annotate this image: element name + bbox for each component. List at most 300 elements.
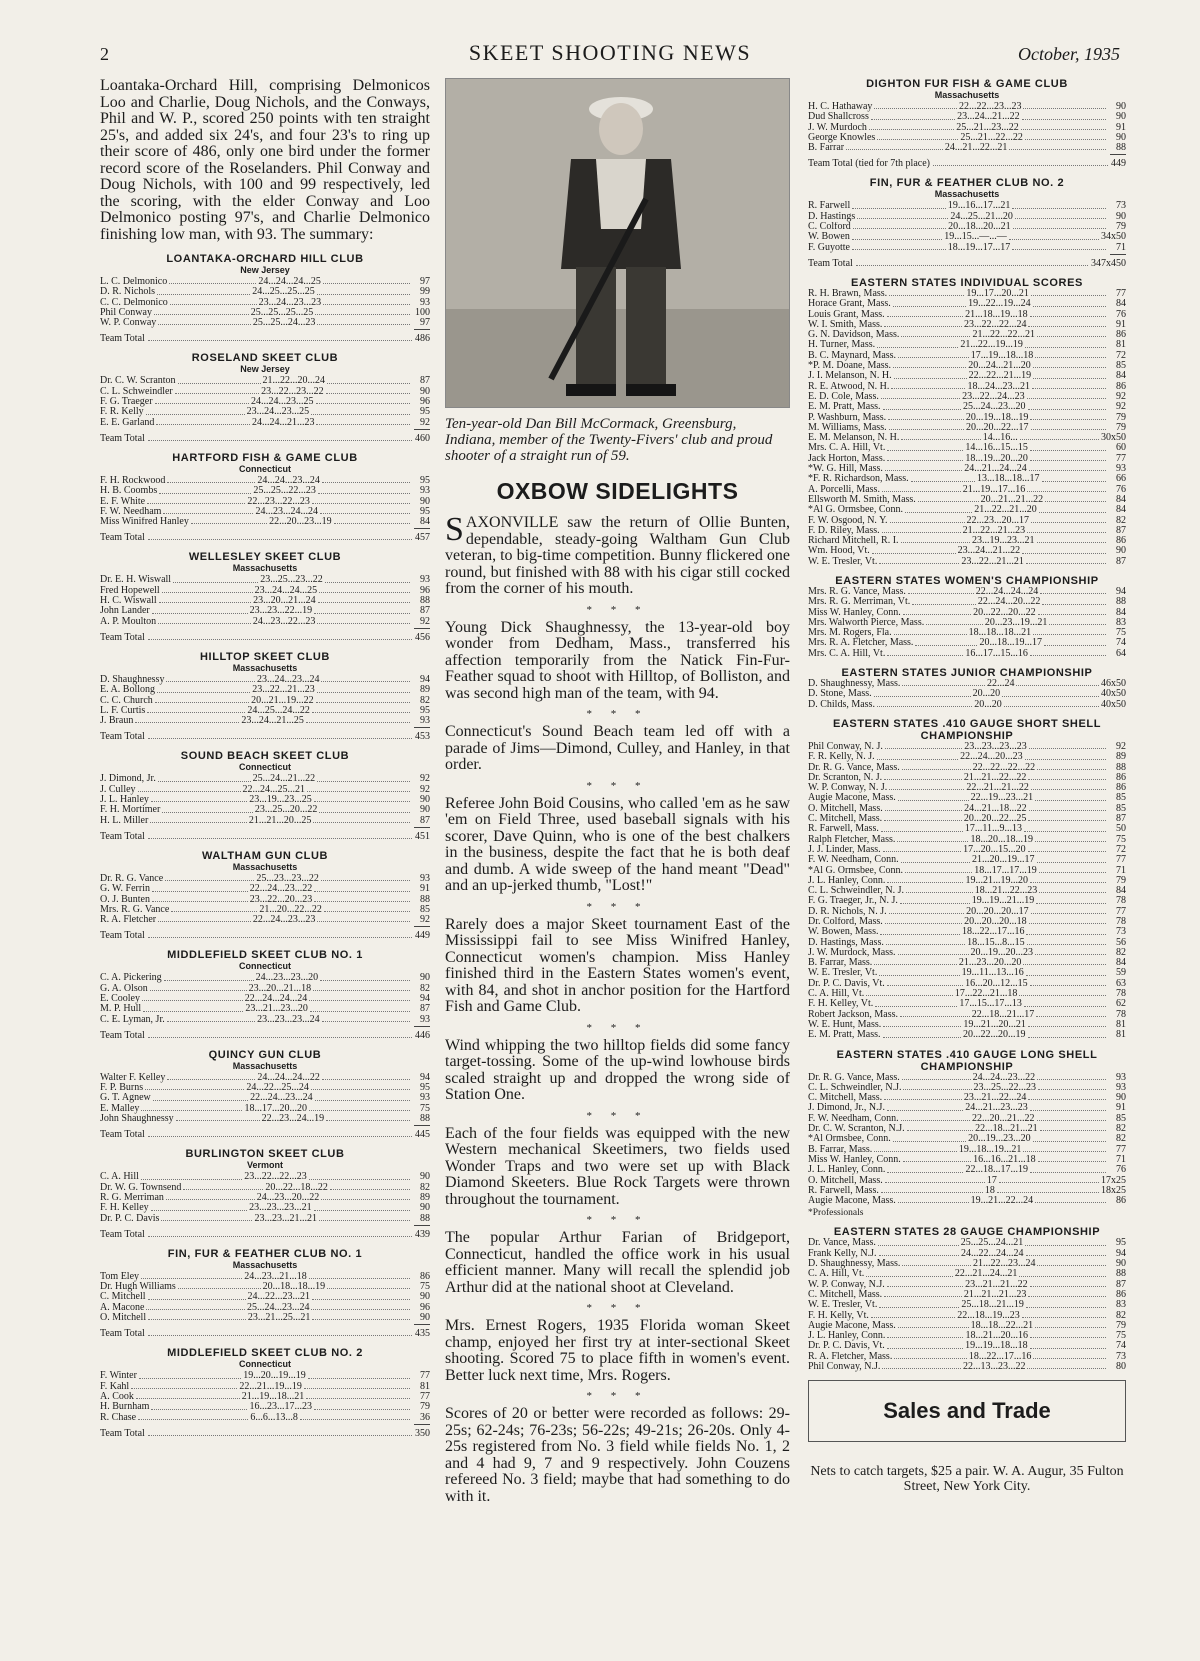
leader-dots [882,485,961,492]
club-name: EASTERN STATES JUNIOR CHAMPIONSHIP [841,667,1093,680]
team-total-label: Team Total [100,631,145,643]
shooter-name: Mrs. R. A. Fletcher, Mass. [808,638,914,649]
shooter-row [100,596,430,606]
shooter-row [808,742,1126,752]
club-name: EASTERN STATES .410 GAUGE LONG SHELL CHAMPIONSHIP [836,1048,1098,1073]
masthead: SKEET SHOOTING NEWS [468,40,752,65]
score-table [100,750,430,841]
shooter-name: H. Burnham [100,1402,150,1413]
team-total-row [100,433,430,444]
shooter-total: 77 [420,1391,430,1402]
round-scores: 23...23...23...24 [257,1014,320,1025]
shooter-total: 75 [1116,834,1126,845]
leader-dots [912,597,976,604]
round-scores: 16...23...17...23 [249,1402,312,1413]
shooter-total: 71 [1116,865,1126,876]
round-scores: 20...18...19...17 [979,638,1042,649]
leader-dots [884,320,962,327]
leader-dots [178,376,261,383]
shooter-row [808,1020,1126,1030]
shooter-total: 81 [1116,340,1126,351]
shooter-name: C. L. Schweindler [100,386,173,397]
round-scores: 22...23...20...17 [966,515,1029,526]
shooter-total: 85 [1116,803,1126,814]
shooter-name: *Al G. Ormsbee, Conn. [808,505,903,516]
shooter-total: 84 [1116,299,1126,310]
club-name: FIN, FUR & FEATHER CLUB NO. 2 [869,177,1065,190]
leader-dots [871,1311,955,1318]
round-scores: 23...22...22...24 [963,319,1027,330]
leader-dots [148,731,412,739]
leader-dots [1038,1155,1106,1162]
leader-dots [881,824,963,831]
leader-dots [885,917,962,924]
round-scores: 18...24...23...21 [967,381,1030,392]
shooter-name: Miss Winifred Hanley [100,517,189,528]
shooter-row [100,606,430,616]
shooter-name: H. L. Miller [100,815,149,826]
shooter-row [808,361,1126,371]
round-scores: 19...15...—...— [944,232,1007,243]
round-scores: 23...21...22...24 [963,1093,1027,1104]
leader-dots [322,1073,410,1080]
leader-dots [999,1176,1099,1183]
shooter-name: W. E. Tresler, Vt. [808,556,878,567]
section-separator: * * * [586,1214,649,1226]
leader-dots [317,287,410,294]
total-rule [1110,154,1126,155]
leader-dots [1037,855,1106,862]
round-scores: 24...24...24...25 [258,277,321,287]
leader-dots [889,423,964,430]
shooter-name: Walter F. Kelley [100,1072,166,1083]
leader-dots [147,706,245,713]
shooter-row [808,700,1126,710]
leader-dots [1016,679,1099,686]
shooter-total: 82 [420,1182,430,1193]
leader-dots [315,308,410,315]
shooter-row [808,1196,1126,1206]
shooter-total: 90 [420,1292,430,1303]
club-name: QUINCY GUN CLUB [208,1048,322,1061]
team-total-value: 439 [415,1228,430,1240]
leader-dots [1009,143,1106,150]
leader-dots [852,243,946,250]
shooter-row [808,123,1126,133]
leader-dots [138,785,241,792]
leader-dots [887,1280,963,1287]
shooter-total: 89 [420,1192,430,1203]
leader-dots [312,497,410,504]
club-state: Connecticut [238,1359,291,1370]
leader-dots [901,536,970,543]
leader-dots [1033,628,1106,635]
leader-dots [1031,907,1106,914]
leader-dots [887,649,963,656]
leader-dots [1036,1010,1106,1017]
round-scores: 19...17...20...21 [966,288,1029,299]
shooter-total: 87 [1116,525,1126,536]
leader-dots [1037,330,1106,337]
section-separator: * * * [586,1109,649,1122]
shooter-row [100,1093,430,1103]
leader-dots [308,1371,410,1378]
leader-dots [1030,649,1106,656]
round-scores: 20...19...18...19 [965,412,1029,423]
round-scores: 24...23...24...24 [255,506,318,517]
shooter-row [808,1093,1126,1103]
round-scores: 21...22...19...19 [960,340,1023,351]
club-name: SOUND BEACH SKEET CLUB [180,750,350,763]
leader-dots [155,696,249,703]
shooter-name: F. W. Osgood, N. Y. [808,515,888,526]
shooter-total: 46x50 [1101,679,1126,690]
round-scores: 20...22...20...19 [963,1030,1026,1041]
leader-dots [1028,1030,1107,1037]
shooter-total: 82 [420,983,430,994]
leader-dots [319,1214,410,1221]
shooter-row [100,1203,430,1213]
shooter-name: Mrs. C. A. Hill, Vt. [808,648,886,659]
team-total-row [100,1129,430,1140]
leader-dots [874,958,957,965]
round-scores: 23...21...25...21 [247,1313,311,1324]
round-scores: 18...21...20...16 [965,1331,1028,1342]
leader-dots [874,1145,957,1152]
shooter-name: W. E. Tresler, Vt. [808,968,878,979]
leader-dots [148,1428,412,1436]
leader-dots [317,318,410,325]
leader-dots [1029,804,1106,811]
round-scores: 23...20...21...24 [253,596,316,607]
shooter-total: 89 [1116,752,1126,763]
shooter-name: O. Mitchell, Mass. [808,1175,883,1186]
shooter-total: 90 [1116,211,1126,222]
shooter-row [100,685,430,695]
shooter-row [808,243,1126,253]
shooter-name: F. Kahl [100,1381,130,1392]
leader-dots [857,212,948,219]
leader-dots [885,464,962,471]
shooter-total: 78 [1116,989,1126,1000]
shooter-row [808,638,1126,648]
shooter-name: R. A. Fletcher [100,915,157,926]
leader-dots [879,1249,960,1256]
boy-with-shotgun-photo [445,78,790,408]
shooter-total: 87 [1116,814,1126,825]
leader-dots [893,361,966,368]
round-scores: 23...22...21...21 [961,556,1024,567]
leader-dots [1039,866,1106,873]
shooter-total: 82 [1116,515,1126,526]
shooter-total: 72 [1116,350,1126,361]
round-scores: 21...20...19...17 [972,855,1035,866]
leader-dots [330,1183,410,1190]
leader-dots [156,418,250,425]
round-scores: 23...21...23...20 [245,1004,308,1015]
score-table [808,78,1126,169]
shooter-total: 63 [1116,978,1126,989]
leader-dots [1028,1290,1106,1297]
shooter-row [100,1402,430,1412]
shooter-total: 92 [420,417,430,428]
team-total-row [808,258,1126,269]
shooter-total: 87 [420,376,430,387]
shooter-name: Jack Horton, Mass. [808,453,886,464]
round-scores: 24...21...23...23 [965,1103,1028,1114]
shooter-row [808,824,1126,834]
shooter-row [808,392,1126,402]
shooter-row [808,886,1126,896]
leader-dots [882,526,961,533]
shooter-row [808,968,1126,978]
round-scores: 22...24...24...24 [244,993,308,1004]
leader-dots [1012,201,1106,208]
shooter-row [808,1124,1126,1134]
round-scores: 23...23...22...19 [249,606,313,617]
shooter-row [100,1313,430,1323]
leader-dots [153,1093,248,1100]
leader-dots [866,1269,953,1276]
shooter-total: 79 [1116,222,1126,233]
team-total-value: 347x450 [1091,257,1126,269]
leader-dots [317,915,410,922]
leader-dots [1040,1124,1106,1131]
round-scores: 21...23...20...20 [958,958,1022,969]
shooter-name: J. Braun [100,716,134,727]
club-state: Massachusetts [232,1259,298,1270]
shooter-row [808,587,1126,597]
shooter-row [808,1165,1126,1175]
shooter-name: J. Culley [100,784,136,795]
shooter-row [808,835,1126,845]
round-scores: 6...6...13...8 [250,1412,298,1423]
leader-dots [178,1282,261,1289]
leader-dots [903,1155,971,1162]
round-scores: 23...25...22...23 [973,1082,1036,1093]
shooter-name: Phil Conway [100,307,152,318]
round-scores: 16...20...12...15 [965,978,1028,989]
shooter-total: 90 [1116,1093,1126,1104]
team-total-label: Team Total [100,1129,145,1141]
leader-dots [334,517,410,524]
leader-dots [1031,423,1106,430]
shooter-total: 88 [1116,597,1126,608]
shooter-total: 86 [1116,772,1126,783]
shooter-row [100,1371,430,1381]
shooter-name: C. Colford [808,222,851,233]
shooter-name: Dr. E. H. Wiswall [100,575,172,586]
shooter-total: 76 [1116,309,1126,320]
leader-dots [1035,1196,1106,1203]
shooter-name: C. A. Hill, Vt. [808,1269,865,1280]
leader-dots [1030,454,1106,461]
shooter-row [808,927,1126,937]
shooter-total: 90 [420,795,430,806]
round-scores: 18...19...20...20 [965,453,1028,464]
round-scores: 17...19...18...18 [970,350,1034,361]
round-scores: 23...24...23...23 [258,297,322,308]
shooter-row [808,989,1126,999]
shooter-name: F. H. Mortimer [100,805,161,816]
leader-dots [171,905,257,912]
leader-dots [318,596,410,603]
leader-dots [894,371,967,378]
leader-dots [893,299,966,306]
oxbow-paragraph: Connecticut's Sound Beach team led off with a parade of Jims—Dimond, Culley, and Hanley, in that order. [445,723,790,773]
leader-dots [1009,232,1099,239]
shooter-name: E. Cooley [100,993,140,1004]
leader-dots [320,973,410,980]
leader-dots [1027,938,1106,945]
shooter-row [808,917,1126,927]
column-left [100,78,430,1447]
team-total-row [100,1030,430,1041]
shooter-total: 92 [1116,741,1126,752]
round-scores: 25...18...21...19 [961,1300,1024,1311]
team-total-label: Team Total [100,731,145,743]
leader-dots [897,835,968,842]
leader-dots [176,1114,260,1121]
shooter-name: Louis Grant, Mass. [808,309,885,320]
round-scores: 24...24...23...22 [972,1072,1036,1083]
round-scores: 17...15...17...13 [959,999,1022,1010]
shooter-name: Dr. W. G. Townsend [100,1182,182,1193]
shooter-total: 79 [1116,422,1126,433]
round-scores: 21...21...20...25 [248,815,312,826]
shooter-total: 92 [420,616,430,627]
team-total-label: Team Total [100,1328,145,1340]
team-total-value: 449 [1111,158,1126,170]
leader-dots [148,1030,412,1038]
leader-dots [310,1004,410,1011]
shooter-name: Mrs. R. G. Merriman, Vt. [808,597,911,608]
shooter-name: W. Bowen [808,232,850,243]
leader-dots [159,596,251,603]
leader-dots [887,979,963,986]
leader-dots [881,1186,983,1193]
leader-dots [882,1362,961,1369]
leader-dots [866,989,953,996]
round-scores: 23...23...23...23 [964,741,1027,752]
shooter-row [808,454,1126,464]
shooter-name: F. H. Kelley, Vt. [808,999,874,1010]
club-state: Massachusetts [232,861,298,872]
round-scores: 25...24...23...20 [963,402,1026,413]
leader-dots [309,1172,410,1179]
shooter-row [808,752,1126,762]
leader-dots [313,984,410,991]
shooter-row [808,505,1126,515]
round-scores: 24...24...23...24 [257,475,320,486]
team-total-label: Team Total [100,532,145,544]
leader-dots [304,1382,410,1389]
shooter-total: 76 [1116,484,1126,495]
shooter-name: H. C. Hathaway [808,102,873,112]
round-scores: 23...23...23...21 [249,1203,312,1214]
shooter-row [808,649,1126,659]
shooter-row [100,706,430,716]
shooter-row [808,212,1126,222]
shooter-total: 82 [1116,1310,1126,1321]
leader-dots [141,1272,242,1279]
shooter-total: 79 [1116,875,1126,886]
club-state: Massachusetts [232,1060,298,1071]
leader-dots [167,1073,255,1080]
shooter-total: 99 [420,287,430,298]
leader-dots [1028,845,1106,852]
section-separator: * * * [586,779,649,792]
shooter-total: 86 [420,1271,430,1282]
shooter-row [808,876,1126,886]
shooter-total: 78 [1116,896,1126,907]
leader-dots [918,495,979,502]
shooter-total: 93 [420,716,430,727]
photo-illustration [446,79,790,408]
shooter-row [100,1272,430,1282]
shooter-name: W. Bowen, Mass. [808,927,879,938]
shooter-row [808,608,1126,618]
leader-dots [326,387,410,394]
total-rule [414,1324,430,1325]
leader-dots [887,1165,963,1172]
shooter-name: E. M. Pratt, Mass. [808,402,881,413]
shooter-row [808,793,1126,803]
shooter-row [808,1290,1126,1300]
round-scores: 19...19...18...18 [965,1341,1028,1352]
leader-dots [148,1229,412,1237]
round-scores: 25...25...24...21 [960,1238,1024,1249]
shooter-total: 93 [420,1014,430,1025]
shooter-total: 75 [420,1282,430,1293]
leader-dots [1028,773,1106,780]
shooter-total: 84 [1116,494,1126,505]
leader-dots [148,532,412,540]
leader-dots [322,1015,410,1022]
shooter-total: 82 [1116,1134,1126,1145]
leader-dots [885,804,962,811]
team-total-value: 446 [415,1029,430,1041]
leader-dots [314,1203,410,1210]
leader-dots [159,486,251,493]
leader-dots [1012,243,1106,250]
shooter-name: Augie Macone, Mass. [808,1320,896,1331]
round-scores: 19...21...20...21 [963,1019,1026,1030]
leader-dots [170,298,257,305]
shooter-name: F. R. Kelly, N. J. [808,752,875,763]
shooter-total: 83 [1116,1300,1126,1311]
shooter-row [808,1073,1126,1083]
shooter-name: Fred Hopewell [100,585,160,596]
shooter-row [100,915,430,925]
shooter-name: D. R. Nichols [100,287,155,298]
shooter-total: 95 [420,407,430,418]
leader-dots [167,1015,255,1022]
shooter-total: 100 [415,307,430,318]
leader-dots [1021,123,1106,130]
leader-dots [300,1413,410,1420]
leader-dots [321,1193,410,1200]
shooter-row [100,507,430,517]
leader-dots [1030,310,1106,317]
shooter-name: *Al Ormsbee, Conn. [808,1134,891,1145]
club-name: EASTERN STATES .410 GAUGE SHORT SHELL CHAMPIONSHIP [832,717,1102,742]
team-total-row [100,831,430,842]
leader-dots [906,886,973,893]
shooter-row [808,958,1126,968]
shooter-name: Dr. C. W. Scranton [100,376,176,387]
shooter-name: J. L. Hanley, Conn. [808,1165,886,1176]
